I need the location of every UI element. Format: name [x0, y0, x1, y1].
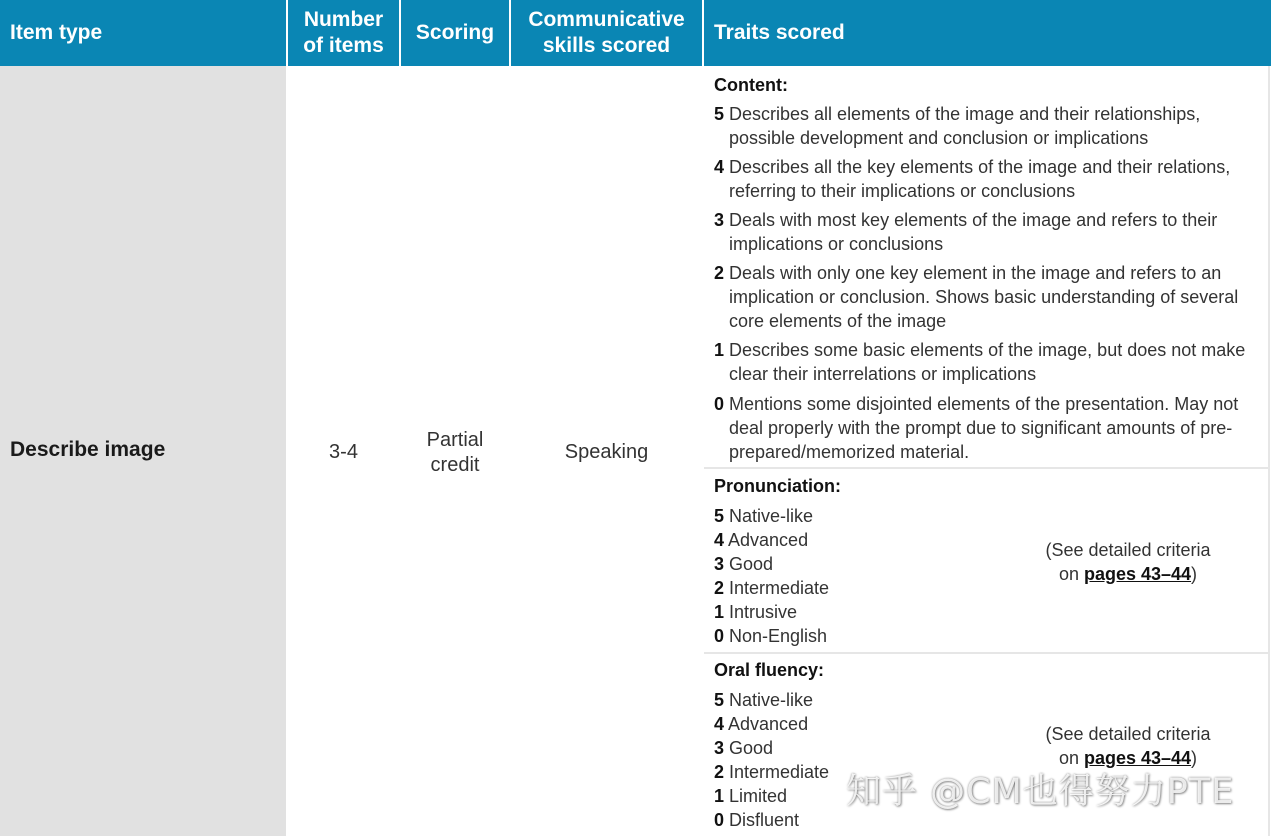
score-number: 2	[714, 762, 725, 782]
see-criteria-close: )	[1191, 564, 1198, 584]
content-criterion	[714, 102, 1262, 150]
criterion-text: Deals with only one key element in the image and refers to an implication or conclusion. Shows basic understanding of several core elements of the image	[724, 263, 1239, 331]
header-number-of-items-label: Number of items	[303, 8, 384, 57]
scoring-value: Partial credit	[426, 429, 484, 476]
score-number: 5	[714, 690, 725, 710]
pronunciation-level	[714, 528, 808, 552]
level-label: Intrusive	[724, 602, 798, 622]
score-number: 4	[714, 714, 725, 734]
number-of-items-value: 3-4	[329, 440, 358, 463]
oral-fluency-level	[714, 712, 808, 736]
score-number: 4	[714, 157, 725, 177]
score-number: 3	[714, 210, 725, 230]
criterion-text: Describes some basic elements of the image, but does not make clear their interrelations or implications	[724, 340, 1246, 384]
header-skills-label: Communicative skills scored	[528, 8, 685, 57]
oral-fluency-level	[714, 688, 813, 712]
criterion-text: Describes all the key elements of the image and their relations, referring to their implications or conclusions	[724, 157, 1231, 201]
oral-fluency-see-criteria	[1030, 722, 1226, 770]
header-traits	[704, 0, 1271, 66]
score-number: 1	[714, 340, 725, 360]
oral-fluency-level	[714, 784, 787, 808]
level-label: Limited	[724, 786, 788, 806]
score-number: 3	[714, 738, 725, 758]
content-criterion	[714, 208, 1262, 256]
level-label: Native-like	[724, 506, 814, 526]
header-traits-label: Traits scored	[714, 21, 845, 44]
pages-link[interactable]: pages 43–44	[1083, 748, 1192, 768]
score-number: 0	[714, 394, 725, 414]
content-criterion	[714, 155, 1262, 203]
content-title: Content:	[714, 75, 788, 95]
score-number: 0	[714, 626, 725, 646]
score-number: 0	[714, 810, 725, 830]
score-number: 1	[714, 786, 725, 806]
level-label: Advanced	[724, 714, 809, 734]
oral-fluency-level	[714, 760, 829, 784]
pronunciation-level	[714, 552, 773, 576]
criterion-text: Deals with most key elements of the image and refers to their implications or conclusions	[724, 210, 1218, 254]
score-number: 5	[714, 104, 725, 124]
content-criterion	[714, 261, 1262, 333]
column-divider	[399, 0, 401, 836]
pronunciation-see-criteria	[1030, 538, 1226, 586]
see-criteria-on: on	[1058, 748, 1084, 768]
level-label: Non-English	[724, 626, 828, 646]
criterion-text: Mentions some disjointed elements of the presentation. May not deal properly with the prompt due to significant amounts of pre-prepared/memorized material.	[724, 394, 1239, 462]
row-divider	[704, 652, 1270, 654]
level-label: Intermediate	[724, 762, 830, 782]
header-number-of-items	[288, 0, 399, 66]
score-number: 2	[714, 263, 725, 283]
pronunciation-level	[714, 600, 797, 624]
score-number: 3	[714, 554, 725, 574]
level-label: Good	[724, 554, 774, 574]
skills-value: Speaking	[564, 440, 649, 463]
pronunciation-title: Pronunciation:	[714, 476, 841, 496]
level-label: Good	[724, 738, 774, 758]
row-divider	[704, 467, 1270, 469]
pronunciation-level	[714, 624, 827, 648]
level-label: Disfluent	[724, 810, 800, 830]
content-criterion	[714, 392, 1262, 464]
content-criterion	[714, 338, 1262, 386]
column-divider	[509, 0, 511, 836]
watermark: 知乎 @CM也得努力PTE	[846, 772, 1235, 812]
item-type-value: Describe image	[10, 438, 166, 461]
criterion-text: Describes all elements of the image and their relationships, possible development and conclusion or implications	[724, 104, 1201, 148]
oral-fluency-level	[714, 808, 799, 832]
header-scoring-label: Scoring	[415, 21, 495, 44]
oral-fluency-level	[714, 736, 773, 760]
see-criteria-text: (See detailed criteria	[1045, 724, 1211, 744]
see-criteria-text: (See detailed criteria	[1045, 540, 1211, 560]
level-label: Advanced	[724, 530, 809, 550]
pronunciation-level	[714, 504, 813, 528]
level-label: Intermediate	[724, 578, 830, 598]
header-item-type-label: Item type	[10, 21, 103, 44]
score-number: 5	[714, 506, 725, 526]
column-divider	[286, 0, 288, 836]
see-criteria-on: on	[1058, 564, 1084, 584]
header-skills	[511, 0, 702, 66]
score-number: 4	[714, 530, 725, 550]
oral-fluency-title: Oral fluency:	[714, 660, 825, 680]
column-divider	[702, 0, 704, 836]
level-label: Native-like	[724, 690, 814, 710]
pronunciation-level	[714, 576, 829, 600]
score-number: 1	[714, 602, 725, 622]
score-number: 2	[714, 578, 725, 598]
column-divider	[1268, 66, 1270, 836]
header-scoring	[401, 0, 509, 66]
see-criteria-close: )	[1191, 748, 1198, 768]
header-item-type	[0, 0, 286, 66]
pages-link[interactable]: pages 43–44	[1083, 564, 1192, 584]
